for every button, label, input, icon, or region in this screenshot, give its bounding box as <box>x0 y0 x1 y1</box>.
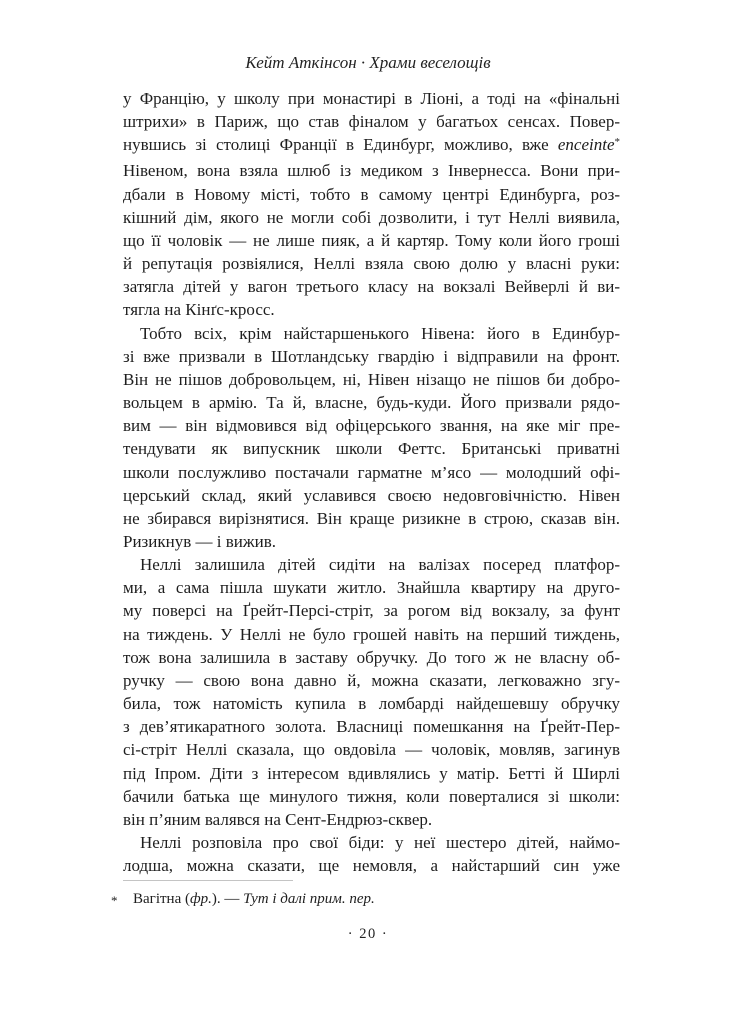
text-line: му поверсі на Ґрейт-Персі-стріт, за рогом від вокзалу, за фунт <box>123 601 620 621</box>
footnote-rule <box>123 880 293 881</box>
body-text <box>123 87 620 877</box>
text-line: била, тож натомість купила в ломбарді найдешевшу обручку <box>123 694 620 714</box>
text-line: вим — він відмовився від офіцерського звання, на яке міг пре- <box>123 416 620 436</box>
text-line: тягла на Кінґс-кросс. <box>123 300 275 320</box>
paragraph <box>123 553 620 831</box>
text-run: фр. <box>189 891 212 907</box>
text-line: кішний дім, якого не могли собі дозволити, і тут Неллі виявила, <box>123 207 620 227</box>
text-line: Тобто всіх, крім найстаршенького Нівена: його в Единбур- <box>140 323 620 343</box>
page-number: · 20 · <box>347 926 389 942</box>
text-line: Неллі залишила дітей сидіти на валізах посеред платфор- <box>140 555 620 575</box>
text-line: затягла дітей у вагон третього класу на вокзалі Вейверлі й ви- <box>123 277 620 297</box>
text-line: бачили батька ще минулого тижня, коли поверталися зі школи: <box>123 786 620 806</box>
text-line: що її чоловік — не лише пияк, а й картяр. Тому коли його гроші <box>123 230 620 250</box>
text-line: у Францію, у школу при монастирі в Ліоні, а тоді на «фінальні <box>123 89 620 108</box>
text-line: лодша, можна сказати, ще немовля, а найстарший син уже <box>123 856 620 876</box>
text-line: й репутація розвіялися, Неллі взяла свою долю у власні руки: <box>123 254 620 274</box>
text-run: ). — <box>211 891 244 907</box>
text-line: ми, а сама пішла шукати житло. Знайшла квартиру на друго- <box>123 578 620 598</box>
text-line: під Іпром. Діти з інтересом вдивлялись у матір. Бетті й Ширлі <box>123 763 620 783</box>
text-line: ручку — свою вона давно й, можна сказати, легковажно згу- <box>123 670 620 690</box>
text-line: зі вже призвали в Шотландську гвардію і відправили на фронт. <box>123 346 620 366</box>
text-line: дбали в Новому місті, тобто в самому центрі Единбурга, роз- <box>123 184 620 204</box>
text-run: Тут і далі прим. пер. <box>243 891 375 907</box>
text-line: з дев’ятикаратного золота. Власниці помешкання на Ґрейт-Пер- <box>123 717 620 737</box>
text-run: * <box>614 136 620 149</box>
text-line: Ризикнув — і вижив. <box>123 531 276 551</box>
footnote-text <box>133 891 375 907</box>
text-line: Неллі розповіла про свої біди: у неї шестеро дітей, наймо- <box>140 833 620 852</box>
text-line: штрихи» в Париж, що став фіналом у багатьох сенсах. Повер- <box>123 112 620 132</box>
running-header: Кейт Аткінсон · Храми веселощів <box>245 53 491 72</box>
paragraph <box>123 87 620 322</box>
text-line <box>123 133 620 159</box>
text-line: школи послужливо постачали гарматне м’ясо — молодший офі- <box>123 462 620 482</box>
text-line: Він не пішов добровольцем, ні, Нівен нізащо не пішов би добро- <box>123 369 620 389</box>
text-line: тож вона залишила в заставу обручку. До того ж не власну об- <box>123 647 620 667</box>
text-line: на тиждень. У Неллі не було грошей навіть на перший тиждень, <box>123 624 620 644</box>
text-run: нувшись зі столиці Франції в Единбург, можливо, вже <box>123 135 558 155</box>
text-line: не збирався вирізнятися. Він краще ризикне в строю, сказав він. <box>123 508 620 528</box>
text-line: Нівеном, вона взяла шлюб із медиком з Інвернесса. Вони при- <box>123 161 620 181</box>
footnote-marker: * <box>111 893 118 908</box>
text-line: він п’яним валявся на Сент-Ендрюз-сквер. <box>123 809 433 829</box>
paragraph <box>123 322 620 554</box>
text-line: церський склад, який уславився своєю недовговічністю. Нівен <box>123 485 620 505</box>
footnote <box>111 890 631 909</box>
text-line: сі-стріт Неллі сказала, що овдовіла — чоловік, мовляв, загинув <box>123 740 620 760</box>
text-line: вольцем в армію. Та й, власне, будь-куди. Його призвали рядо- <box>123 393 620 413</box>
text-run: Вагітна ( <box>133 891 190 907</box>
paragraph <box>123 831 620 877</box>
text-line: тендувати як випускник школи Феттс. Британські приватні <box>123 439 620 459</box>
text-run: enceinte <box>557 135 615 155</box>
